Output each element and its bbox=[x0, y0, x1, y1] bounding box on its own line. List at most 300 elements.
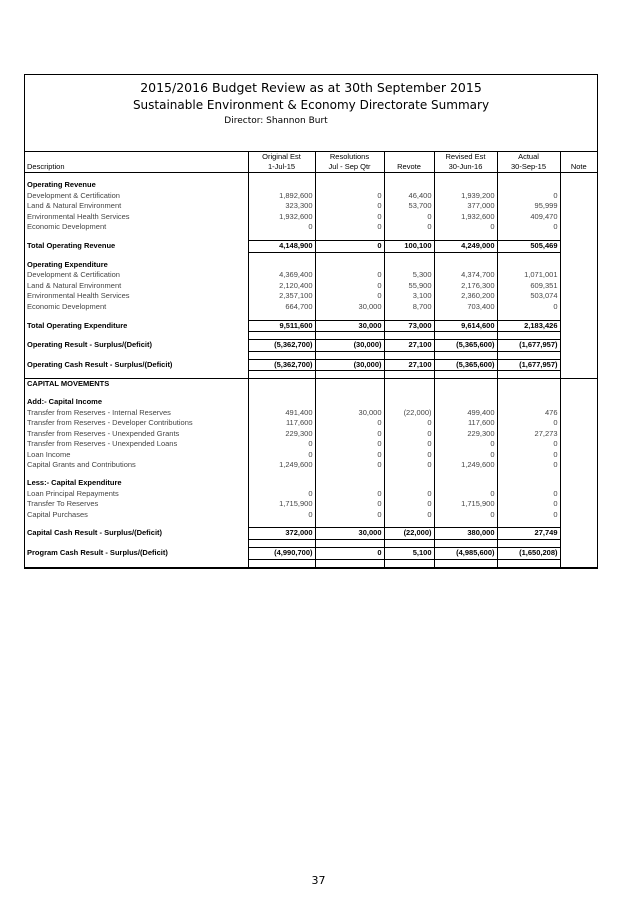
table-row bbox=[25, 201, 597, 212]
cell-note bbox=[560, 302, 597, 313]
cell-res: 0 bbox=[315, 489, 384, 500]
cell-revote bbox=[384, 471, 434, 478]
capital-cash-result-row bbox=[25, 528, 597, 540]
row-description: Less:- Capital Expenditure bbox=[27, 478, 122, 488]
table-row bbox=[25, 291, 597, 302]
cell-note bbox=[560, 418, 597, 429]
cell-note bbox=[560, 520, 597, 528]
cell-note bbox=[560, 460, 597, 471]
spacer-row bbox=[25, 371, 597, 379]
cell-orig: 0 bbox=[248, 450, 315, 461]
table-row bbox=[25, 281, 597, 292]
cell-revised: 0 bbox=[434, 439, 497, 450]
cell-note bbox=[560, 489, 597, 500]
cell-orig bbox=[248, 332, 315, 340]
cell-res: (30,000) bbox=[315, 359, 384, 371]
cell-note bbox=[560, 340, 597, 352]
cell-orig: 2,357,100 bbox=[248, 291, 315, 302]
cell-res: 0 bbox=[315, 450, 384, 461]
cell-note bbox=[560, 351, 597, 359]
spacer-row bbox=[25, 471, 597, 478]
row-description: Capital Cash Result - Surplus/(Deficit) bbox=[27, 528, 163, 538]
cell-res bbox=[315, 397, 384, 408]
cell-revote: 0 bbox=[384, 499, 434, 510]
cell-actual: (1,677,957) bbox=[497, 340, 560, 352]
cell-actual: 95,999 bbox=[497, 201, 560, 212]
cell-note bbox=[560, 478, 597, 489]
cell-orig: (5,362,700) bbox=[248, 359, 315, 371]
cell-res: 0 bbox=[315, 548, 384, 560]
col-actual-date: 30-Sep-15 bbox=[497, 162, 560, 173]
cell-revised: 499,400 bbox=[434, 408, 497, 419]
cell-res: 0 bbox=[315, 201, 384, 212]
col-note: Note bbox=[560, 162, 597, 173]
cell-revote: 0 bbox=[384, 418, 434, 429]
cell-note bbox=[560, 429, 597, 440]
row-description: Transfer from Reserves - Developer Contributions bbox=[27, 418, 193, 428]
cell-res: 0 bbox=[315, 191, 384, 202]
row-description: Loan Income bbox=[27, 449, 71, 459]
cell-actual: 27,273 bbox=[497, 429, 560, 440]
row-description: Transfer To Reserves bbox=[27, 499, 99, 509]
table-row bbox=[25, 499, 597, 510]
row-description bbox=[25, 559, 248, 567]
cell-revised: 0 bbox=[434, 222, 497, 233]
cell-actual: 0 bbox=[497, 439, 560, 450]
cell-revote bbox=[384, 390, 434, 397]
cell-revote bbox=[384, 233, 434, 241]
spacer-row bbox=[25, 252, 597, 260]
cell-revised bbox=[434, 471, 497, 478]
cell-actual bbox=[497, 379, 560, 390]
cell-note bbox=[560, 233, 597, 241]
row-description bbox=[25, 540, 248, 548]
cell-actual bbox=[497, 540, 560, 548]
cell-note bbox=[560, 499, 597, 510]
cell-revised bbox=[434, 313, 497, 321]
cell-res bbox=[315, 252, 384, 260]
cell-actual: 0 bbox=[497, 450, 560, 461]
cell-revised: 117,600 bbox=[434, 418, 497, 429]
cell-orig: (5,362,700) bbox=[248, 340, 315, 352]
cell-note bbox=[560, 359, 597, 371]
cell-actual bbox=[497, 313, 560, 321]
cell-orig bbox=[248, 520, 315, 528]
cell-revised: 377,000 bbox=[434, 201, 497, 212]
cell-revised: 1,715,900 bbox=[434, 499, 497, 510]
row-description: Operating Result - Surplus/(Deficit) bbox=[27, 340, 153, 350]
row-description bbox=[25, 351, 248, 359]
cell-revised bbox=[434, 260, 497, 271]
cell-revised bbox=[434, 397, 497, 408]
col-resolutions: Resolutions bbox=[315, 152, 384, 162]
cell-revised: 4,374,700 bbox=[434, 270, 497, 281]
cell-revised: 2,176,300 bbox=[434, 281, 497, 292]
cell-revote: 5,300 bbox=[384, 270, 434, 281]
total-operating-revenue bbox=[25, 240, 597, 252]
cell-res bbox=[315, 559, 384, 567]
cell-actual: 409,470 bbox=[497, 212, 560, 223]
cell-res bbox=[315, 332, 384, 340]
cell-actual: 0 bbox=[497, 510, 560, 521]
cell-actual bbox=[497, 371, 560, 379]
table-row bbox=[25, 429, 597, 440]
cell-res: (30,000) bbox=[315, 340, 384, 352]
cell-revote: 100,100 bbox=[384, 240, 434, 252]
cell-revised bbox=[434, 478, 497, 489]
row-description: CAPITAL MOVEMENTS bbox=[25, 379, 248, 390]
cell-res: 30,000 bbox=[315, 408, 384, 419]
cell-res bbox=[315, 478, 384, 489]
cell-revised: 4,249,000 bbox=[434, 240, 497, 252]
cell-orig bbox=[248, 173, 315, 181]
cell-res bbox=[315, 379, 384, 390]
cell-revised bbox=[434, 252, 497, 260]
cell-revote bbox=[384, 559, 434, 567]
cell-res bbox=[315, 471, 384, 478]
cell-orig: 1,715,900 bbox=[248, 499, 315, 510]
cell-revote: 8,700 bbox=[384, 302, 434, 313]
cell-res: 0 bbox=[315, 240, 384, 252]
cell-revised bbox=[434, 540, 497, 548]
row-description: Add:- Capital Income bbox=[27, 396, 103, 406]
row-description: Transfer from Reserves - Internal Reserves bbox=[27, 407, 171, 417]
cell-revote: 0 bbox=[384, 212, 434, 223]
cell-actual: 476 bbox=[497, 408, 560, 419]
cell-actual: 1,071,001 bbox=[497, 270, 560, 281]
cell-revised: 2,360,200 bbox=[434, 291, 497, 302]
cell-revote: 73,000 bbox=[384, 320, 434, 332]
cell-revote: 0 bbox=[384, 510, 434, 521]
cell-note bbox=[560, 471, 597, 478]
col-description: Description bbox=[25, 162, 248, 173]
cell-res: 0 bbox=[315, 281, 384, 292]
row-description: Development & Certification bbox=[27, 190, 120, 200]
cell-revote: 0 bbox=[384, 222, 434, 233]
cell-revote: 27,100 bbox=[384, 340, 434, 352]
cell-revised bbox=[434, 371, 497, 379]
cell-revised: 703,400 bbox=[434, 302, 497, 313]
cell-revote: 0 bbox=[384, 450, 434, 461]
table-row bbox=[25, 212, 597, 223]
cell-orig: 491,400 bbox=[248, 408, 315, 419]
table-row bbox=[25, 510, 597, 521]
cell-res bbox=[315, 173, 384, 181]
cell-res: 30,000 bbox=[315, 302, 384, 313]
cell-revote: 27,100 bbox=[384, 359, 434, 371]
cell-revised: (5,365,600) bbox=[434, 359, 497, 371]
table-row bbox=[25, 222, 597, 233]
cell-orig bbox=[248, 478, 315, 489]
cell-note bbox=[560, 548, 597, 560]
cell-orig: 4,369,400 bbox=[248, 270, 315, 281]
cell-revote bbox=[384, 332, 434, 340]
cell-res: 0 bbox=[315, 429, 384, 440]
cell-orig bbox=[248, 471, 315, 478]
section-operating-revenue bbox=[25, 180, 597, 191]
cell-revote: (22,000) bbox=[384, 528, 434, 540]
cell-note bbox=[560, 252, 597, 260]
cell-note bbox=[560, 510, 597, 521]
cell-actual bbox=[497, 180, 560, 191]
cell-res: 0 bbox=[315, 291, 384, 302]
cell-res bbox=[315, 390, 384, 397]
col-original-date: 1-Jul-15 bbox=[248, 162, 315, 173]
cell-res: 0 bbox=[315, 270, 384, 281]
row-description: Total Operating Revenue bbox=[27, 240, 116, 250]
row-description: Transfer from Reserves - Unexpended Grants bbox=[27, 428, 180, 438]
cell-revised: 9,614,600 bbox=[434, 320, 497, 332]
cell-actual: 0 bbox=[497, 191, 560, 202]
cell-orig: 0 bbox=[248, 222, 315, 233]
cell-actual: 2,183,426 bbox=[497, 320, 560, 332]
report-title: 2015/2016 Budget Review as at 30th September 2015 bbox=[140, 80, 482, 95]
section-capital-expenditure bbox=[25, 478, 597, 489]
cell-res: 0 bbox=[315, 460, 384, 471]
row-description: Environmental Health Services bbox=[27, 211, 130, 221]
cell-revote: 55,900 bbox=[384, 281, 434, 292]
cell-revised bbox=[434, 180, 497, 191]
cell-revised: 229,300 bbox=[434, 429, 497, 440]
cell-actual bbox=[497, 260, 560, 271]
spacer-row bbox=[25, 233, 597, 241]
cell-revote: 0 bbox=[384, 439, 434, 450]
cell-note bbox=[560, 240, 597, 252]
cell-revised: 0 bbox=[434, 450, 497, 461]
column-header-row-1 bbox=[25, 152, 597, 162]
cell-res bbox=[315, 313, 384, 321]
cell-revote: (22,000) bbox=[384, 408, 434, 419]
cell-orig bbox=[248, 371, 315, 379]
col-actual: Actual bbox=[497, 152, 560, 162]
cell-orig: 229,300 bbox=[248, 429, 315, 440]
cell-revote bbox=[384, 379, 434, 390]
table-row bbox=[25, 418, 597, 429]
row-description bbox=[25, 233, 248, 241]
col-resolutions-period: Jul - Sep Qtr bbox=[315, 162, 384, 173]
cell-res bbox=[315, 233, 384, 241]
row-description bbox=[25, 390, 248, 397]
cell-revote bbox=[384, 397, 434, 408]
cell-orig bbox=[248, 180, 315, 191]
cell-orig: 323,300 bbox=[248, 201, 315, 212]
row-description: Operating Expenditure bbox=[27, 259, 108, 269]
row-description: Total Operating Expenditure bbox=[27, 320, 128, 330]
cell-res: 0 bbox=[315, 212, 384, 223]
cell-actual bbox=[497, 332, 560, 340]
col-original-est: Original Est bbox=[248, 152, 315, 162]
cell-revised bbox=[434, 559, 497, 567]
cell-orig: 0 bbox=[248, 489, 315, 500]
cell-orig: 1,892,600 bbox=[248, 191, 315, 202]
row-description: Land & Natural Environment bbox=[27, 280, 122, 290]
cell-res: 0 bbox=[315, 510, 384, 521]
cell-actual: 27,749 bbox=[497, 528, 560, 540]
cell-actual: 609,351 bbox=[497, 281, 560, 292]
cell-orig: 2,120,400 bbox=[248, 281, 315, 292]
section-capital-income bbox=[25, 397, 597, 408]
cell-note bbox=[560, 270, 597, 281]
cell-revote bbox=[384, 478, 434, 489]
cell-actual bbox=[497, 390, 560, 397]
cell-actual: 0 bbox=[497, 499, 560, 510]
col-revised-date: 30-Jun-16 bbox=[434, 162, 497, 173]
cell-revised bbox=[434, 233, 497, 241]
row-description bbox=[25, 252, 248, 260]
cell-note bbox=[560, 173, 597, 181]
cell-res: 0 bbox=[315, 418, 384, 429]
cell-orig: 117,600 bbox=[248, 418, 315, 429]
cell-note bbox=[560, 528, 597, 540]
page-number: 37 bbox=[311, 874, 326, 887]
row-description: Land & Natural Environment bbox=[27, 201, 122, 211]
cell-orig: (4,990,700) bbox=[248, 548, 315, 560]
cell-orig bbox=[248, 390, 315, 397]
spacer-row bbox=[25, 390, 597, 397]
cell-orig bbox=[248, 379, 315, 390]
cell-revised bbox=[434, 351, 497, 359]
cell-res bbox=[315, 540, 384, 548]
cell-revote bbox=[384, 520, 434, 528]
cell-orig bbox=[248, 252, 315, 260]
cell-res: 30,000 bbox=[315, 528, 384, 540]
cell-note bbox=[560, 379, 597, 390]
cell-note bbox=[560, 320, 597, 332]
cell-actual bbox=[497, 233, 560, 241]
cell-note bbox=[560, 439, 597, 450]
cell-revote bbox=[384, 371, 434, 379]
cell-note bbox=[560, 450, 597, 461]
cell-note bbox=[560, 540, 597, 548]
row-description bbox=[25, 371, 248, 379]
col-revote: Revote bbox=[384, 162, 434, 173]
cell-revised: (5,365,600) bbox=[434, 340, 497, 352]
cell-orig bbox=[248, 260, 315, 271]
cell-revised bbox=[434, 379, 497, 390]
capital-movements-heading bbox=[25, 379, 597, 390]
row-description: Transfer from Reserves - Unexpended Loans bbox=[27, 439, 178, 449]
cell-orig: 372,000 bbox=[248, 528, 315, 540]
cell-note bbox=[560, 408, 597, 419]
row-description: Operating Cash Result - Surplus/(Deficit) bbox=[27, 359, 173, 369]
cell-orig: 4,148,900 bbox=[248, 240, 315, 252]
program-cash-result-row bbox=[25, 548, 597, 560]
cell-res bbox=[315, 180, 384, 191]
budget-table bbox=[25, 152, 597, 568]
cell-revised: (4,985,600) bbox=[434, 548, 497, 560]
cell-revised bbox=[434, 520, 497, 528]
table-row bbox=[25, 489, 597, 500]
cell-actual bbox=[497, 471, 560, 478]
cell-revised: 1,249,600 bbox=[434, 460, 497, 471]
cell-actual bbox=[497, 252, 560, 260]
cell-revote bbox=[384, 180, 434, 191]
cell-orig bbox=[248, 540, 315, 548]
col-revised-est: Revised Est bbox=[434, 152, 497, 162]
cell-revised: 1,932,600 bbox=[434, 212, 497, 223]
cell-revised: 0 bbox=[434, 489, 497, 500]
cell-revised bbox=[434, 173, 497, 181]
cell-revote bbox=[384, 313, 434, 321]
cell-res: 0 bbox=[315, 439, 384, 450]
cell-orig: 0 bbox=[248, 510, 315, 521]
cell-orig bbox=[248, 313, 315, 321]
cell-revote bbox=[384, 173, 434, 181]
cell-note bbox=[560, 191, 597, 202]
spacer-row bbox=[25, 520, 597, 528]
cell-revote: 0 bbox=[384, 460, 434, 471]
table-row bbox=[25, 439, 597, 450]
cell-note bbox=[560, 332, 597, 340]
cell-orig bbox=[248, 233, 315, 241]
spacer-row bbox=[25, 313, 597, 321]
cell-orig: 1,932,600 bbox=[248, 212, 315, 223]
table-row bbox=[25, 450, 597, 461]
row-description bbox=[25, 332, 248, 340]
cell-orig: 664,700 bbox=[248, 302, 315, 313]
cell-revised: 1,939,200 bbox=[434, 191, 497, 202]
cell-revised bbox=[434, 390, 497, 397]
row-description: Capital Grants and Contributions bbox=[27, 460, 136, 470]
cell-actual: 0 bbox=[497, 222, 560, 233]
report-director: Director: Shannon Burt bbox=[224, 116, 328, 126]
cell-revised: 0 bbox=[434, 510, 497, 521]
spacer-row bbox=[25, 173, 597, 181]
cell-actual bbox=[497, 559, 560, 567]
row-description: Economic Development bbox=[27, 222, 107, 232]
table-row bbox=[25, 302, 597, 313]
bottom-row bbox=[25, 559, 597, 567]
operating-result-row bbox=[25, 340, 597, 352]
cell-actual: 0 bbox=[497, 302, 560, 313]
cell-note bbox=[560, 390, 597, 397]
cell-res: 0 bbox=[315, 222, 384, 233]
budget-summary-report bbox=[24, 74, 598, 569]
total-operating-expenditure bbox=[25, 320, 597, 332]
cell-revote bbox=[384, 252, 434, 260]
row-description: Development & Certification bbox=[27, 270, 120, 280]
spacer-row bbox=[25, 540, 597, 548]
cell-revote: 53,700 bbox=[384, 201, 434, 212]
cell-note bbox=[560, 201, 597, 212]
cell-revote: 46,400 bbox=[384, 191, 434, 202]
cell-res bbox=[315, 351, 384, 359]
operating-cash-result-row bbox=[25, 359, 597, 371]
cell-note bbox=[560, 313, 597, 321]
cell-orig: 0 bbox=[248, 439, 315, 450]
table-row bbox=[25, 191, 597, 202]
cell-orig bbox=[248, 559, 315, 567]
cell-revised: 380,000 bbox=[434, 528, 497, 540]
cell-actual: 0 bbox=[497, 460, 560, 471]
table-row bbox=[25, 270, 597, 281]
cell-revote: 3,100 bbox=[384, 291, 434, 302]
table-row bbox=[25, 408, 597, 419]
cell-res: 30,000 bbox=[315, 320, 384, 332]
cell-note bbox=[560, 397, 597, 408]
row-description: Program Cash Result - Surplus/(Deficit) bbox=[27, 548, 168, 558]
row-description: Capital Purchases bbox=[27, 509, 88, 519]
cell-note bbox=[560, 281, 597, 292]
cell-actual: 505,469 bbox=[497, 240, 560, 252]
cell-actual: 0 bbox=[497, 418, 560, 429]
cell-actual bbox=[497, 173, 560, 181]
cell-orig bbox=[248, 351, 315, 359]
cell-orig bbox=[248, 397, 315, 408]
cell-revote: 5,100 bbox=[384, 548, 434, 560]
cell-res bbox=[315, 260, 384, 271]
section-operating-expenditure bbox=[25, 260, 597, 271]
